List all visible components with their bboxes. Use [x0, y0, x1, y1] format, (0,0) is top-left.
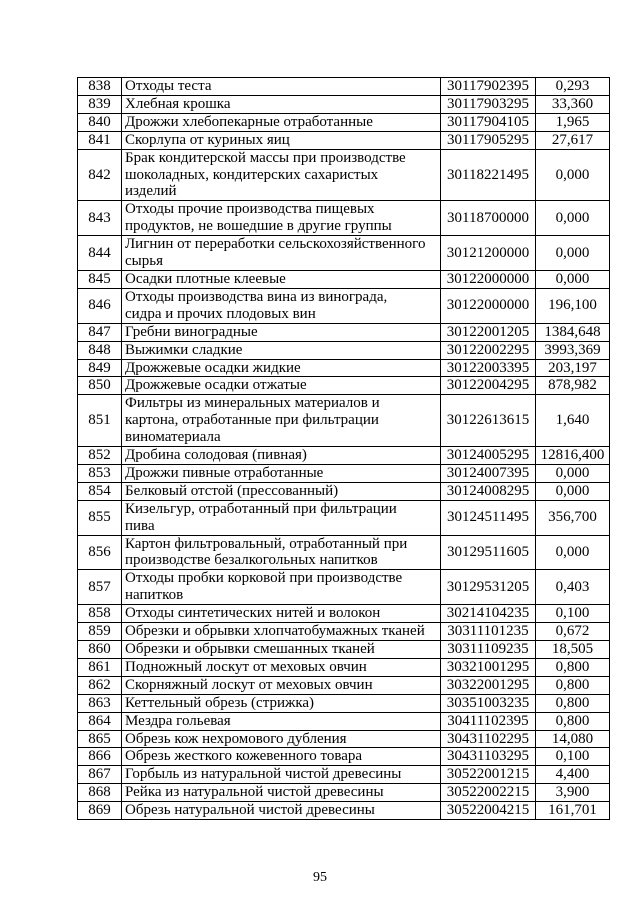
table-row — [78, 447, 610, 465]
table-row — [78, 149, 610, 201]
waste-name-cell: Картон фильтровальный, отработанный при производстве безалкогольных напитков — [122, 535, 441, 570]
waste-name-cell: Скорняжный лоскут от меховых овчин — [122, 676, 441, 694]
table-row — [78, 377, 610, 395]
waste-name-cell: Отходы производства вина из винограда, сидра и прочих плодовых вин — [122, 288, 441, 323]
row-number-cell: 844 — [78, 236, 122, 271]
table-row — [78, 270, 610, 288]
table-row — [78, 201, 610, 236]
row-number-cell: 853 — [78, 464, 122, 482]
row-number-cell: 846 — [78, 288, 122, 323]
table-row — [78, 623, 610, 641]
table-row — [78, 288, 610, 323]
waste-amount-cell: 196,100 — [536, 288, 610, 323]
waste-code-cell: 30124008295 — [441, 482, 536, 500]
waste-name-cell: Дрожжевые осадки отжатые — [122, 377, 441, 395]
row-number-cell: 848 — [78, 341, 122, 359]
table-row — [78, 658, 610, 676]
row-number-cell: 867 — [78, 766, 122, 784]
table-row — [78, 730, 610, 748]
waste-code-cell: 30122613615 — [441, 395, 536, 447]
row-number-cell: 868 — [78, 784, 122, 802]
waste-name-cell: Скорлупа от куриных яиц — [122, 131, 441, 149]
waste-name-cell: Фильтры из минеральных материалов и картона, отработанные при фильтрации виноматериала — [122, 395, 441, 447]
waste-name-cell: Осадки плотные клеевые — [122, 270, 441, 288]
waste-code-cell: 30311109235 — [441, 641, 536, 659]
table-row — [78, 676, 610, 694]
table-row — [78, 482, 610, 500]
waste-amount-cell: 33,360 — [536, 95, 610, 113]
waste-amount-cell: 0,000 — [536, 270, 610, 288]
table-row — [78, 78, 610, 96]
waste-amount-cell: 0,100 — [536, 748, 610, 766]
row-number-cell: 850 — [78, 377, 122, 395]
waste-code-cell: 30118700000 — [441, 201, 536, 236]
waste-amount-cell: 0,000 — [536, 535, 610, 570]
waste-code-cell: 30122001205 — [441, 323, 536, 341]
row-number-cell: 854 — [78, 482, 122, 500]
waste-code-cell: 30122003395 — [441, 359, 536, 377]
waste-code-cell: 30311101235 — [441, 623, 536, 641]
waste-amount-cell: 12816,400 — [536, 447, 610, 465]
table-row — [78, 359, 610, 377]
waste-code-cell: 30522001215 — [441, 766, 536, 784]
waste-amount-cell: 0,000 — [536, 149, 610, 201]
table-row — [78, 784, 610, 802]
waste-name-cell: Рейка из натуральной чистой древесины — [122, 784, 441, 802]
waste-amount-cell: 0,293 — [536, 78, 610, 96]
row-number-cell: 858 — [78, 605, 122, 623]
row-number-cell: 855 — [78, 500, 122, 535]
page-number: 95 — [313, 870, 327, 885]
row-number-cell: 849 — [78, 359, 122, 377]
waste-code-cell: 30322001295 — [441, 676, 536, 694]
table-row — [78, 748, 610, 766]
waste-code-cell: 30129511605 — [441, 535, 536, 570]
waste-amount-cell: 0,000 — [536, 464, 610, 482]
waste-amount-cell: 0,800 — [536, 658, 610, 676]
table-row — [78, 712, 610, 730]
row-number-cell: 859 — [78, 623, 122, 641]
waste-amount-cell: 1,965 — [536, 113, 610, 131]
row-number-cell: 863 — [78, 694, 122, 712]
row-number-cell: 852 — [78, 447, 122, 465]
waste-code-cell: 30121200000 — [441, 236, 536, 271]
table-row — [78, 323, 610, 341]
table-row — [78, 570, 610, 605]
waste-code-cell: 30118221495 — [441, 149, 536, 201]
waste-name-cell: Лигнин от переработки сельскохозяйственного сырья — [122, 236, 441, 271]
waste-name-cell: Горбыль из натуральной чистой древесины — [122, 766, 441, 784]
waste-name-cell: Хлебная крошка — [122, 95, 441, 113]
waste-amount-cell: 4,400 — [536, 766, 610, 784]
row-number-cell: 845 — [78, 270, 122, 288]
waste-name-cell: Гребни виноградные — [122, 323, 441, 341]
waste-code-cell: 30124005295 — [441, 447, 536, 465]
waste-code-cell: 30214104235 — [441, 605, 536, 623]
waste-name-cell: Выжимки сладкие — [122, 341, 441, 359]
waste-name-cell: Дрожжевые осадки жидкие — [122, 359, 441, 377]
waste-amount-cell: 878,982 — [536, 377, 610, 395]
row-number-cell: 860 — [78, 641, 122, 659]
waste-name-cell: Обрезки и обрывки смешанных тканей — [122, 641, 441, 659]
waste-amount-cell: 0,100 — [536, 605, 610, 623]
waste-amount-cell: 0,000 — [536, 482, 610, 500]
table-row — [78, 95, 610, 113]
waste-name-cell: Кеттельный обрезь (стрижка) — [122, 694, 441, 712]
waste-code-cell: 30124511495 — [441, 500, 536, 535]
waste-amount-cell: 0,000 — [536, 236, 610, 271]
waste-amount-cell: 27,617 — [536, 131, 610, 149]
waste-amount-cell: 356,700 — [536, 500, 610, 535]
row-number-cell: 864 — [78, 712, 122, 730]
table-row — [78, 535, 610, 570]
table-row — [78, 236, 610, 271]
row-number-cell: 869 — [78, 802, 122, 820]
waste-amount-cell: 3,900 — [536, 784, 610, 802]
waste-name-cell: Отходы теста — [122, 78, 441, 96]
waste-amount-cell: 0,800 — [536, 694, 610, 712]
waste-name-cell: Отходы прочие производства пищевых продуктов, не вошедшие в другие группы — [122, 201, 441, 236]
waste-code-cell: 30122004295 — [441, 377, 536, 395]
waste-name-cell: Отходы пробки корковой при производстве напитков — [122, 570, 441, 605]
waste-amount-cell: 0,672 — [536, 623, 610, 641]
waste-table — [77, 77, 610, 820]
table-row — [78, 464, 610, 482]
waste-name-cell: Дрожжи хлебопекарные отработанные — [122, 113, 441, 131]
waste-code-cell: 30117904105 — [441, 113, 536, 131]
waste-code-cell: 30351003235 — [441, 694, 536, 712]
waste-name-cell: Отходы синтетических нитей и волокон — [122, 605, 441, 623]
table-row — [78, 766, 610, 784]
row-number-cell: 842 — [78, 149, 122, 201]
waste-code-cell: 30117903295 — [441, 95, 536, 113]
row-number-cell: 861 — [78, 658, 122, 676]
waste-name-cell: Обрезь жесткого кожевенного товара — [122, 748, 441, 766]
waste-amount-cell: 18,505 — [536, 641, 610, 659]
waste-code-cell: 30522004215 — [441, 802, 536, 820]
waste-code-cell: 30122000000 — [441, 288, 536, 323]
waste-name-cell: Мездра гольевая — [122, 712, 441, 730]
table-row — [78, 694, 610, 712]
waste-amount-cell: 0,000 — [536, 201, 610, 236]
waste-code-cell: 30411102395 — [441, 712, 536, 730]
waste-name-cell: Подножный лоскут от меховых овчин — [122, 658, 441, 676]
table-row — [78, 802, 610, 820]
waste-amount-cell: 203,197 — [536, 359, 610, 377]
waste-name-cell: Дрожжи пивные отработанные — [122, 464, 441, 482]
waste-amount-cell: 0,800 — [536, 712, 610, 730]
row-number-cell: 843 — [78, 201, 122, 236]
row-number-cell: 851 — [78, 395, 122, 447]
row-number-cell: 840 — [78, 113, 122, 131]
waste-table-body — [78, 78, 610, 820]
waste-code-cell: 30431103295 — [441, 748, 536, 766]
waste-amount-cell: 1,640 — [536, 395, 610, 447]
waste-name-cell: Белковый отстой (прессованный) — [122, 482, 441, 500]
table-row — [78, 131, 610, 149]
waste-code-cell: 30122000000 — [441, 270, 536, 288]
waste-name-cell: Кизельгур, отработанный при фильтрации пива — [122, 500, 441, 535]
row-number-cell: 866 — [78, 748, 122, 766]
waste-amount-cell: 3993,369 — [536, 341, 610, 359]
waste-amount-cell: 0,800 — [536, 676, 610, 694]
table-row — [78, 500, 610, 535]
waste-code-cell: 30117902395 — [441, 78, 536, 96]
row-number-cell: 857 — [78, 570, 122, 605]
waste-name-cell: Обрезь кож нехромового дубления — [122, 730, 441, 748]
waste-code-cell: 30129531205 — [441, 570, 536, 605]
waste-amount-cell: 161,701 — [536, 802, 610, 820]
waste-amount-cell: 1384,648 — [536, 323, 610, 341]
waste-name-cell: Обрезь натуральной чистой древесины — [122, 802, 441, 820]
waste-name-cell: Дробина солодовая (пивная) — [122, 447, 441, 465]
row-number-cell: 862 — [78, 676, 122, 694]
table-row — [78, 113, 610, 131]
waste-code-cell: 30122002295 — [441, 341, 536, 359]
waste-amount-cell: 0,403 — [536, 570, 610, 605]
row-number-cell: 865 — [78, 730, 122, 748]
row-number-cell: 839 — [78, 95, 122, 113]
waste-amount-cell: 14,080 — [536, 730, 610, 748]
waste-code-cell: 30431102295 — [441, 730, 536, 748]
waste-code-cell: 30321001295 — [441, 658, 536, 676]
table-row — [78, 605, 610, 623]
row-number-cell: 838 — [78, 78, 122, 96]
table-row — [78, 341, 610, 359]
waste-code-cell: 30124007395 — [441, 464, 536, 482]
table-row — [78, 395, 610, 447]
row-number-cell: 847 — [78, 323, 122, 341]
row-number-cell: 856 — [78, 535, 122, 570]
waste-code-cell: 30117905295 — [441, 131, 536, 149]
table-row — [78, 641, 610, 659]
waste-name-cell: Обрезки и обрывки хлопчатобумажных тканей — [122, 623, 441, 641]
waste-code-cell: 30522002215 — [441, 784, 536, 802]
waste-name-cell: Брак кондитерской массы при производстве шоколадных, кондитерских сахаристых изделий — [122, 149, 441, 201]
row-number-cell: 841 — [78, 131, 122, 149]
